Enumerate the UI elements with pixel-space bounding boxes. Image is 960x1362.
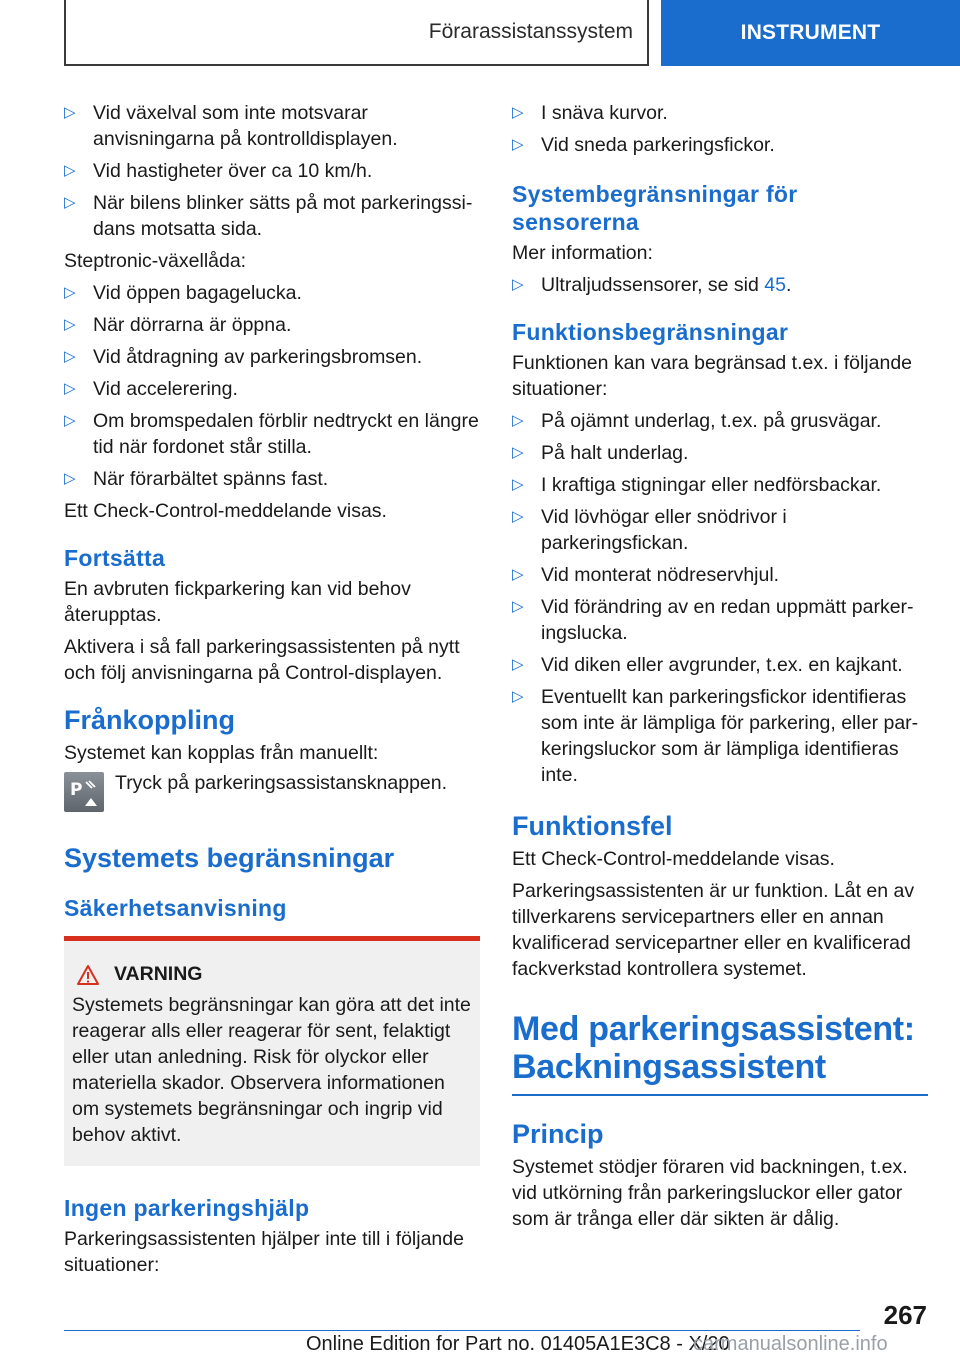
list-item: ▷ När bilens blinker sätts på mot parkeringssidans motsatta sida. — [64, 192, 473, 240]
footer-edition: Online Edition for Part no. 01405A1E3C8 - X/20 — [306, 1333, 730, 1355]
list-item: ▷ Vid diken eller avgrunder, t.ex. en kajkant. — [512, 654, 903, 676]
section-title: Förarassistanssystem — [64, 0, 649, 66]
triangle-bullet-icon: ▷ — [64, 470, 76, 487]
button-instruction-text: Tryck på parkeringsassistansknappen. — [115, 772, 448, 794]
sensor-heading: Systembegränsningar för sensorerna — [512, 181, 798, 235]
warning-title: VARNING — [76, 963, 472, 986]
page-number: 267 — [883, 1300, 927, 1330]
left-column — [64, 100, 480, 1284]
triangle-bullet-icon: ▷ — [512, 656, 524, 673]
list-item: ▷ Vid förändring av en redan uppmätt parkeringslucka. — [512, 596, 914, 644]
triangle-bullet-icon: ▷ — [64, 380, 76, 397]
principle-paragraph: Systemet stödjer föraren vid backningen, t.ex. vid utkörning från parkeringsluckor eller gator som är trånga eller där sikten är dålig. — [512, 1156, 908, 1230]
footer-watermark: carmanualsonline.info — [693, 1333, 888, 1355]
list-item: ▷ Vid hastigheter över ca 10 km/h. — [64, 160, 373, 182]
list-item: ▷ Eventuellt kan parkeringsfickor identifieras som inte är lämpliga för parkering, eller parkeringsluckor som är lämpliga identifieras inte. — [512, 686, 919, 786]
list-item: ▷ Vid åtdragning av parkeringsbromsen. — [64, 346, 423, 368]
continue-paragraph-2: Aktivera i så fall parkeringsassistenten på nytt och följ anvisningarna på Control-displayen. — [64, 636, 460, 684]
list-d — [512, 272, 928, 298]
triangle-bullet-icon: ▷ — [64, 162, 76, 179]
principle-heading: Princip — [512, 1119, 604, 1149]
triangle-bullet-icon: ▷ — [512, 688, 524, 705]
list-b — [64, 280, 480, 492]
triangle-bullet-icon: ▷ — [512, 104, 524, 121]
safety-heading: Säkerhetsanvisning — [64, 895, 287, 921]
list-item: ▷ Vid accelerering. — [64, 378, 238, 400]
triangle-bullet-icon: ▷ — [64, 412, 76, 429]
triangle-bullet-icon: ▷ — [512, 508, 524, 525]
noassist-paragraph: Parkeringsassistenten hjälper inte till i följande situationer: — [64, 1228, 464, 1276]
deactivate-paragraph: Systemet kan kopplas från manuellt: — [64, 742, 379, 764]
triangle-bullet-icon: ▷ — [512, 444, 524, 461]
list-item: ▷ I kraftiga stigningar eller nedförsbackar. — [512, 474, 882, 496]
triangle-bullet-icon: ▷ — [64, 348, 76, 365]
fault-paragraph-1: Ett Check-Control-meddelande visas. — [512, 848, 835, 870]
continue-paragraph-1: En avbruten fickparkering kan vid behov återupptas. — [64, 578, 411, 626]
right-column — [512, 100, 928, 1238]
triangle-bullet-icon: ▷ — [512, 566, 524, 583]
parking-assistant-button-icon: P — [64, 772, 104, 812]
continue-heading: Fortsätta — [64, 545, 166, 571]
steptronic-label: Steptronic-växellåda: — [64, 250, 247, 272]
list-item: ▷ Vid monterat nödreservhjul. — [512, 564, 780, 586]
triangle-bullet-icon: ▷ — [512, 276, 524, 293]
warning-triangle-icon — [76, 964, 100, 986]
limits-heading: Systemets begränsningar — [64, 843, 395, 873]
triangle-bullet-icon: ▷ — [512, 412, 524, 429]
fault-paragraph-2: Parkeringsassistenten är ur funktion. Låt en av tillverkarens servicepartners eller en annan kvalificerad servicepartner eller en kvalificerad fackverkstad kontrollera systemet. — [512, 880, 915, 980]
warning-box — [64, 936, 480, 1166]
triangle-bullet-icon: ▷ — [512, 598, 524, 615]
fault-heading: Funktionsfel — [512, 811, 673, 841]
triangle-bullet-icon: ▷ — [512, 476, 524, 493]
list-item: ▷ I snäva kurvor. — [512, 102, 668, 124]
list-c — [512, 100, 928, 158]
chapter-tab[interactable]: INSTRUMENT — [661, 0, 960, 66]
list-a — [64, 100, 480, 242]
list-item: ▷ På halt underlag. — [512, 442, 689, 464]
noassist-heading: Ingen parkeringshjälp — [64, 1195, 310, 1221]
list-item: ▷ På ojämnt underlag, t.ex. på grusvägar. — [512, 410, 882, 432]
triangle-bullet-icon: ▷ — [64, 284, 76, 301]
list-item: ▷ Vid växelval som inte motsvarar anvisningarna på kontrolldisplayen. — [64, 102, 398, 150]
heading-rule — [512, 1094, 928, 1096]
list-item: ▷ Vid öppen bagagelucka. — [64, 282, 302, 304]
triangle-bullet-icon: ▷ — [512, 136, 524, 153]
list-item: ▷ Om bromspedalen förblir nedtryckt en längre tid när fordonet står stilla. — [64, 410, 479, 458]
list-item: ▷ När förarbältet spänns fast. — [64, 468, 329, 490]
page-link[interactable]: 45 — [764, 274, 786, 296]
reverse-assist-heading: Med parkeringsassistent: Backningsassistent — [512, 1010, 915, 1086]
list-item: ▷ När dörrarna är öppna. — [64, 314, 292, 336]
more-info-label: Mer information: — [512, 242, 653, 264]
button-instruction — [64, 772, 480, 812]
triangle-bullet-icon: ▷ — [64, 316, 76, 333]
list-e — [512, 408, 928, 788]
deactivate-heading: Frånkoppling — [64, 705, 235, 735]
function-limit-heading: Funktionsbegränsningar — [512, 319, 789, 345]
function-limit-paragraph: Funktionen kan vara begränsad t.ex. i följande situationer: — [512, 352, 913, 400]
triangle-bullet-icon: ▷ — [64, 194, 76, 211]
list-item: ▷ Vid lövhögar eller snödrivor i parkeringsfickan. — [512, 506, 787, 554]
list-item: ▷ Ultraljudssensorer, se sid 45. — [512, 274, 792, 296]
warning-text: Systemets begränsningar kan göra att det inte reagerar alls eller reagerar för sent, felaktigt eller utan anledning. Risk för olyckor eller materiella skador. Observera informationen om systemets begränsningar och ingrip vid behov aktivt. — [72, 994, 471, 1146]
check-control-note: Ett Check-Control-meddelande visas. — [64, 500, 387, 522]
list-item: ▷ Vid sneda parkeringsfickor. — [512, 134, 775, 156]
footer-rule — [64, 1330, 860, 1331]
triangle-bullet-icon: ▷ — [64, 104, 76, 121]
